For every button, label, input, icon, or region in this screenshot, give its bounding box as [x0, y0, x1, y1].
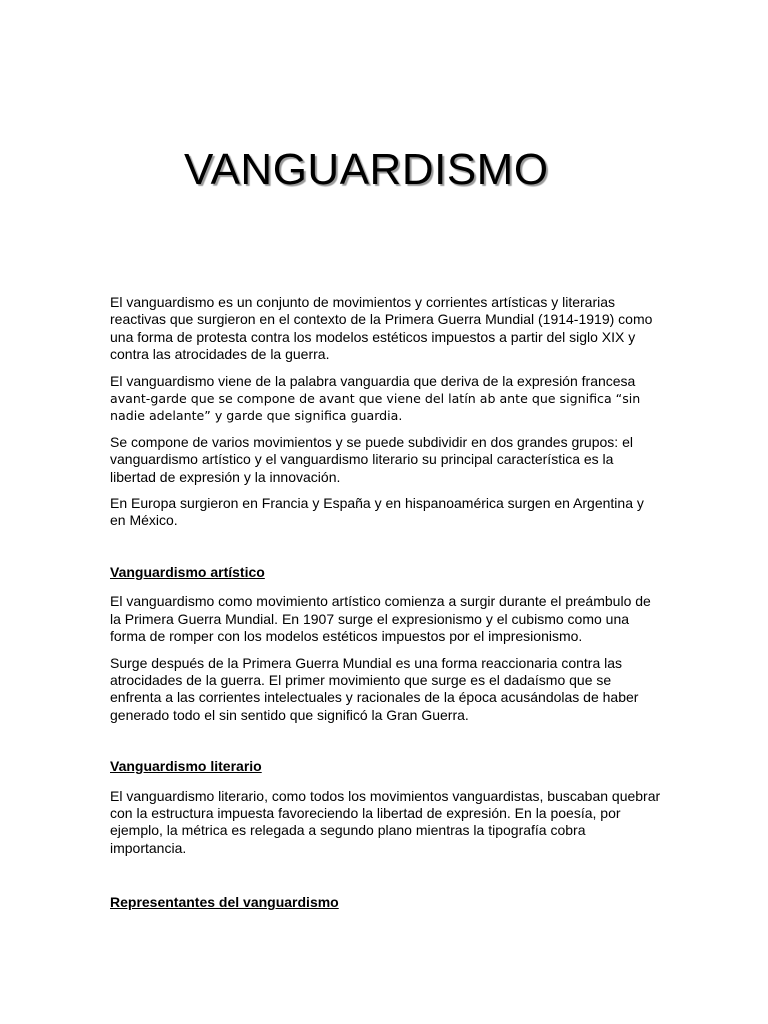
intro-paragraph-1: El vanguardismo es un conjunto de movimientos y corrientes artísticas y literarias reactivas que surgieron en el contexto de la Primera Guerra Mundial (1914-1919) como una forma de protesta contra los modelos estéticos impuestos a partir del siglo XIX y contra las atrocidades de la guerra. [110, 294, 653, 363]
intro-paragraph-2-line-2: avant-garde que se compone de avant que viene del latín ab ante que significa “sin nadie adelante” y garde que significa guardia. [110, 391, 641, 424]
section-artistico-paragraph-2: Surge después de la Primera Guerra Mundial es una forma reaccionaria contra las atrocidades de la guerra. El primer movimiento que surge es el dadaísmo que se enfrenta a las corrientes intelectuales y racionales de la época acusándolas de haber generado todo el sin sentido que significó la Gran Guerra. [110, 654, 639, 723]
section-literario-paragraph-1: El vanguardismo literario, como todos los movimientos vanguardistas, buscaban quebrar con la estructura impuesta favoreciendo la libertad de expresión. En la poesía, por ejemplo, la métrica es relegada a segundo plano mientras la tipografía cobra importancia. [110, 787, 661, 856]
intro-paragraph-2 [110, 373, 662, 425]
section-heading-representantes: Representantes del vanguardismo [110, 894, 339, 911]
section-heading-artistico: Vanguardismo artístico [110, 563, 265, 580]
section-spacer [110, 539, 662, 564]
intro-paragraph-4: En Europa surgieron en Francia y España y en hispanoamérica surgen en Argentina y en México. [110, 495, 644, 529]
section-heading-literario: Vanguardismo literario [110, 758, 262, 775]
intro-paragraph-2-line-1: El vanguardismo viene de la palabra vanguardia que deriva de la expresión francesa [110, 372, 636, 389]
section-spacer [110, 866, 662, 894]
intro-paragraph-3: Se compone de varios movimientos y se puede subdividir en dos grandes grupos: el vanguardismo artístico y el vanguardismo literario su principal característica es la libertad de expresión y la innovación. [110, 433, 633, 485]
section-artistico-paragraph-1: El vanguardismo como movimiento artístico comienza a surgir durante el preámbulo de la Primera Guerra Mundial. En 1907 surge el expresionismo y el cubismo como una forma de romper con los modelos estéticos impuestos por el impresionismo. [110, 593, 651, 645]
document-body [110, 294, 662, 924]
section-spacer [110, 733, 662, 758]
document-title: VANGUARDISMO [184, 145, 549, 194]
